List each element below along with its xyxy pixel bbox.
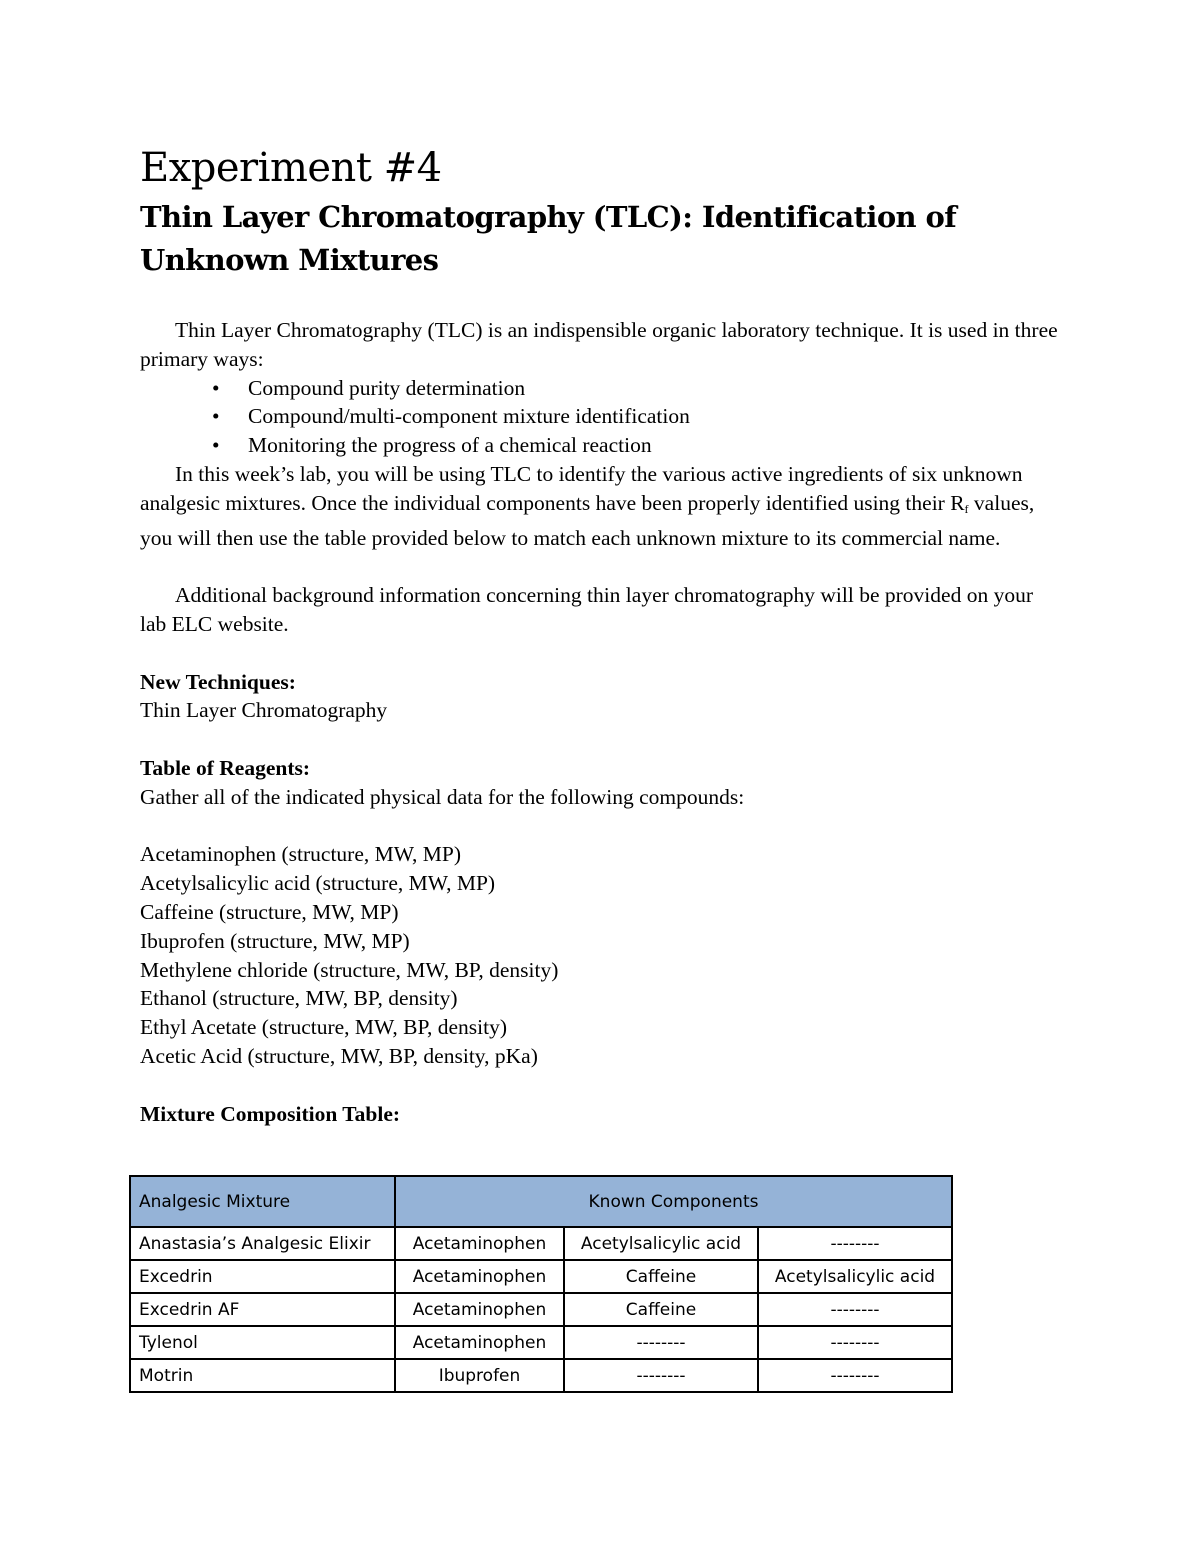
mixture-name-cell: Tylenol bbox=[130, 1326, 395, 1359]
list-item bbox=[140, 374, 1060, 403]
mixture-name-cell: Motrin bbox=[130, 1359, 395, 1392]
component-cell: Acetylsalicylic acid bbox=[564, 1227, 758, 1260]
list-item bbox=[140, 402, 1060, 431]
header-known-components: Known Components bbox=[395, 1176, 952, 1227]
list-item-text: Compound/multi-component mixture identification bbox=[248, 404, 690, 429]
mixture-name-cell: Anastasia’s Analgesic Elixir bbox=[130, 1227, 395, 1260]
component-cell: Acetaminophen bbox=[395, 1293, 564, 1326]
component-cell: -------- bbox=[564, 1359, 758, 1392]
paragraph-text: In this week’s lab, you will be using TLC to identify the various active ingredients of six unknown analgesic mixtures. Once the individual components have been properly identified using their R bbox=[140, 461, 1023, 515]
mixture-composition-table bbox=[129, 1175, 953, 1393]
list-item-text: Compound purity determination bbox=[248, 375, 526, 400]
component-cell: Acetaminophen bbox=[395, 1260, 564, 1293]
component-cell: Caffeine bbox=[564, 1293, 758, 1326]
mixture-name-cell: Excedrin bbox=[130, 1260, 395, 1293]
reagent-item: Acetaminophen (structure, MW, MP) bbox=[140, 842, 462, 867]
document-page bbox=[140, 140, 1060, 1128]
document-body bbox=[140, 316, 1060, 1128]
reagents-instruction: Gather all of the indicated physical data for the following compounds: bbox=[140, 784, 745, 809]
bullet-icon: • bbox=[212, 433, 220, 458]
component-cell: -------- bbox=[564, 1326, 758, 1359]
spacer bbox=[140, 725, 1060, 754]
component-cell: -------- bbox=[758, 1326, 952, 1359]
spacer bbox=[140, 552, 1060, 581]
paragraph-text: values, you will then use the table provided below to match each unknown mixture to its commercial name. bbox=[140, 490, 1035, 550]
component-cell: Acetylsalicylic acid bbox=[758, 1260, 952, 1293]
reagent-item: Caffeine (structure, MW, MP) bbox=[140, 899, 399, 924]
lab-description-paragraph bbox=[140, 460, 1060, 552]
table-row bbox=[130, 1293, 952, 1326]
table-row bbox=[130, 1359, 952, 1392]
spacer bbox=[140, 639, 1060, 668]
table-row bbox=[130, 1326, 952, 1359]
list-item bbox=[140, 431, 1060, 460]
list-item-text: Monitoring the progress of a chemical reaction bbox=[248, 433, 652, 458]
reagent-item: Ethanol (structure, MW, BP, density) bbox=[140, 986, 458, 1011]
spacer bbox=[140, 812, 1060, 841]
reagent-item: Ibuprofen (structure, MW, MP) bbox=[140, 928, 410, 953]
table-row bbox=[130, 1260, 952, 1293]
component-cell: Acetaminophen bbox=[395, 1326, 564, 1359]
table-header-row bbox=[130, 1176, 952, 1227]
reagent-item: Methylene chloride (structure, MW, BP, density) bbox=[140, 957, 559, 982]
component-cell: -------- bbox=[758, 1227, 952, 1260]
mixture-name-cell: Excedrin AF bbox=[130, 1293, 395, 1326]
page-title: Experiment #4 bbox=[140, 145, 442, 191]
page-subtitle: Thin Layer Chromatography (TLC): Identification of Unknown Mixtures bbox=[140, 200, 957, 277]
component-cell: Acetaminophen bbox=[395, 1227, 564, 1260]
new-techniques-heading: New Techniques: bbox=[140, 669, 296, 694]
rf-subscript: f bbox=[964, 501, 969, 516]
reagent-item: Acetic Acid (structure, MW, BP, density, pKa) bbox=[140, 1043, 538, 1068]
reagent-item: Acetylsalicylic acid (structure, MW, MP) bbox=[140, 871, 496, 896]
table-row bbox=[130, 1227, 952, 1260]
background-paragraph: Additional background information concerning thin layer chromatography will be provided on your lab ELC website. bbox=[140, 583, 1033, 636]
component-cell: Ibuprofen bbox=[395, 1359, 564, 1392]
header-analgesic-mixture: Analgesic Mixture bbox=[130, 1176, 395, 1227]
bullet-icon: • bbox=[212, 404, 220, 429]
spacer bbox=[140, 1071, 1060, 1100]
bullet-icon: • bbox=[212, 375, 220, 400]
uses-list bbox=[140, 374, 1060, 460]
component-cell: Caffeine bbox=[564, 1260, 758, 1293]
component-cell: -------- bbox=[758, 1359, 952, 1392]
reagent-item: Ethyl Acetate (structure, MW, BP, density) bbox=[140, 1015, 508, 1040]
mixture-table-heading: Mixture Composition Table: bbox=[140, 1101, 401, 1126]
intro-paragraph: Thin Layer Chromatography (TLC) is an indispensible organic laboratory technique. It is used in three primary ways: bbox=[140, 318, 1058, 371]
component-cell: -------- bbox=[758, 1293, 952, 1326]
reagents-heading: Table of Reagents: bbox=[140, 755, 311, 780]
new-techniques-text: Thin Layer Chromatography bbox=[140, 698, 388, 723]
